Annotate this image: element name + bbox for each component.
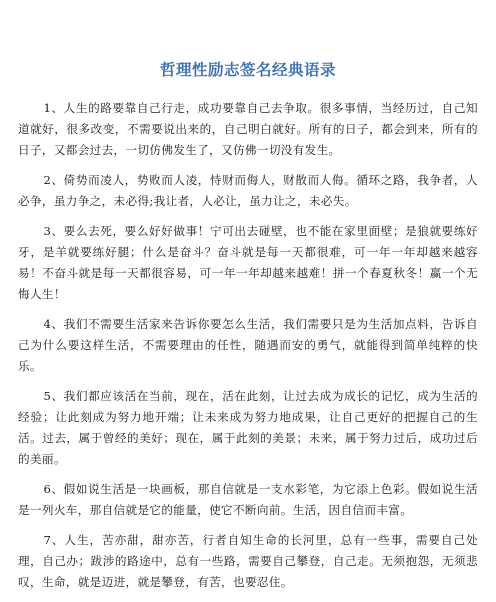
paragraph-2: 2、倚势而凌人，势败而人凌，恃财而侮人，财散而人侮。循环之路，我争者，人必争，虽力争之，未必得;我让者，人必让，虽力让之，未必失。 (18, 173, 478, 208)
paragraph-3: 3、要么去死，要么好好做事！宁可出去碰壁，也不能在家里面壁；是狼就要练好牙，是羊就要练好腿；什么是奋斗？奋斗就是每一天都很难，可一年一年却越来越容易！不奋斗就是每一天都很容易，可一年一年却越来越难！拼一个春夏秋冬！赢一个无悔人生！ (18, 224, 478, 301)
paragraph-4: 4、我们不需要生活家来告诉你要怎么生活，我们需要只是为生活加点料，告诉自己为什么要这样生活，不需要理由的任性，随遇而安的勇气，就能得到简单纯粹的快乐。 (18, 317, 478, 373)
paragraph-1: 1、人生的路要靠自己行走，成功要靠自己去争取。很多事情，当经历过，自己知道就好，很多改变，不需要说出来的，自己明白就好。所有的日子，都会到来，所有的日子，又都会过去，一切仿佛发生了，又仿佛一切没有发生。 (18, 101, 478, 157)
paragraph-6: 6、假如说生活是一块画板，那自信就是一支水彩笔，为它添上色彩。假如说生活是一列火车，那自信就是它的能量，使它不断向前。生活，因自信而丰富。 (18, 482, 478, 517)
paragraph-5: 5、我们都应该活在当前，现在，活在此刻，让过去成为成长的记忆，成为生活的经验；让此刻成为努力地开端；让未来成为努力地成果，让自己更好的把握自己的生活。过去，属于曾经的美好；现在，属于此刻的美景；未来，属于努力过后，成功过后的美丽。 (18, 389, 478, 466)
page-title: 哲理性励志签名经典语录 (159, 61, 336, 79)
article-body (18, 98, 478, 602)
paragraph-7: 7、人生，苦亦甜，甜亦苦，行者自知生命的长河里，总有一些事，需要自己处理，自己办；跋涉的路途中，总有一些路，需要自己攀登，自己走。无须抱怨，无须悲叹，生命，就是迈进，就是攀登，有苦，也要忍住。 (18, 533, 478, 589)
